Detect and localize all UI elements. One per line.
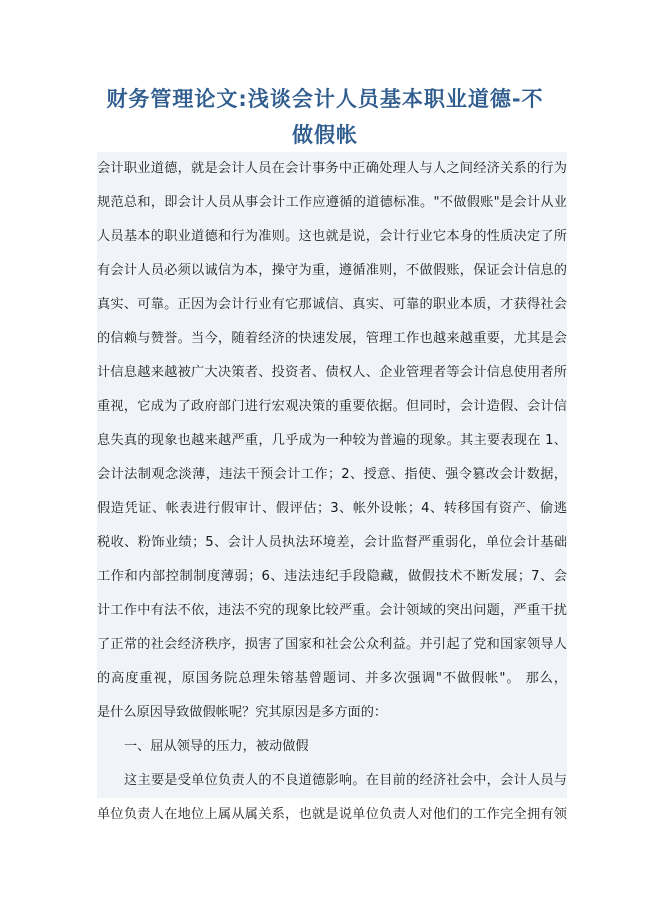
body-line: 有会计人员必须以诚信为本，操守为重，遵循准则，不做假账，保证会计信息的 <box>97 254 567 288</box>
document-title-line-2: 做假帐 <box>292 123 358 147</box>
body-line: 是什么原因导致做假帐呢？究其原因是多方面的： <box>97 696 567 730</box>
body-line: 会计职业道德，就是会计人员在会计事务中正确处理人与人之间经济关系的行为 <box>97 152 567 186</box>
document-body <box>97 152 567 832</box>
body-line: 人员基本的职业道德和行为准则。这也就是说，会计行业它本身的性质决定了所 <box>97 220 567 254</box>
document-title-line-1: 财务管理论文:浅谈会计人员基本职业道德-不 <box>106 87 544 111</box>
body-line: 单位负责人在地位上属从属关系，也就是说单位负责人对他们的工作完全拥有领 <box>97 807 567 822</box>
body-line: 工作和内部控制制度薄弱；6、违法违纪手段隐藏，做假技术不断发展；7、会 <box>97 560 567 594</box>
section-heading: 一、屈从领导的压力，被动做假 <box>97 730 567 764</box>
body-line: 会计法制观念淡薄，违法干预会计工作；2、授意、指使、强令篡改会计数据， <box>97 458 567 492</box>
body-line: 的信赖与赞誉。当今，随着经济的快速发展，管理工作也越来越重要，尤其是会 <box>97 322 567 356</box>
body-line: 的高度重视，原国务院总理朱镕基曾题词、并多次强调"不做假帐"。 那么， <box>97 662 567 696</box>
body-line: 税收、粉饰业绩；5、会计人员执法环境差，会计监督严重弱化，单位会计基础 <box>97 526 567 560</box>
body-line: 这主要是受单位负责人的不良道德影响。在目前的经济社会中，会计人员与 <box>97 764 567 798</box>
body-line: 规范总和，即会计人员从事会计工作应遵循的道德标准。"不做假账"是会计从业 <box>97 186 567 220</box>
body-line: 息失真的现象也越来越严重，几乎成为一种较为普遍的现象。其主要表现在 1、 <box>97 424 567 458</box>
body-line: 重视，它成为了政府部门进行宏观决策的重要依据。但同时，会计造假、会计信 <box>97 390 567 424</box>
body-line: 计工作中有法不依，违法不究的现象比较严重。会计领域的突出问题，严重干扰 <box>97 594 567 628</box>
body-line: 假造凭证、帐表进行假审计、假评估；3、帐外设帐；4、转移国有资产、偷逃 <box>97 492 567 526</box>
body-line: 计信息越来越被广大决策者、投资者、债权人、企业管理者等会计信息使用者所 <box>97 356 567 390</box>
body-line: 了正常的社会经济秩序，损害了国家和社会公众利益。并引起了党和国家领导人 <box>97 628 567 662</box>
body-line: 真实、可靠。正因为会计行业有它那诚信、真实、可靠的职业本质，才获得社会 <box>97 288 567 322</box>
